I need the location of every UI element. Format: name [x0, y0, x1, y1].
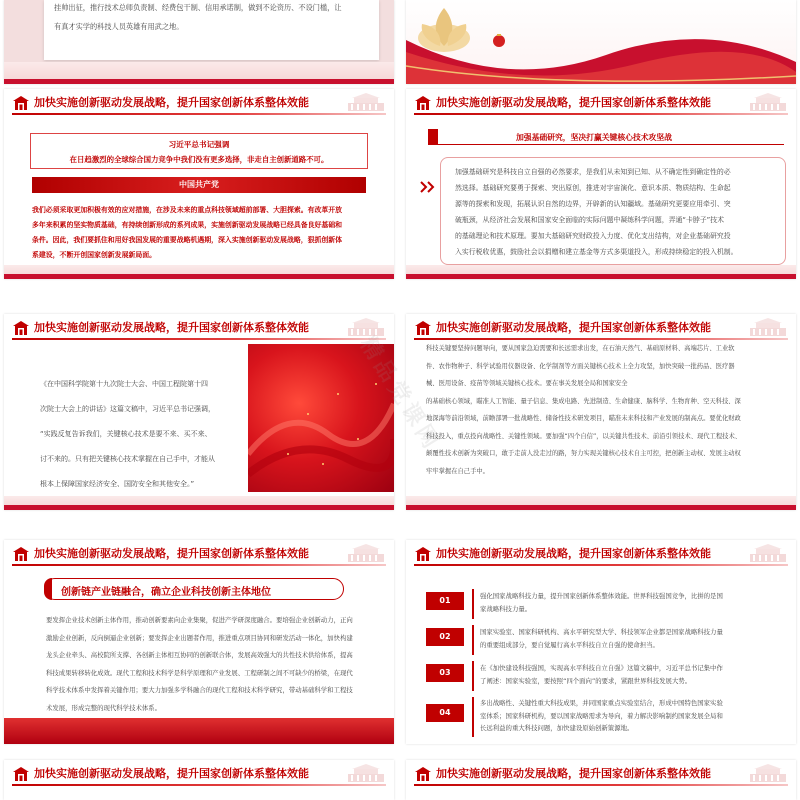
bottom-red-band: [4, 718, 394, 744]
item-line: 强化国家战略科技力量，提升国家创新体系整体效能。世界科技强国竞争，比拼的是国: [480, 592, 723, 600]
item-line: 了阐述：国家实验室，要按照“四个面向”的要求，紧跟世界科技发展大势。: [480, 677, 692, 685]
item-number: 02: [426, 628, 464, 646]
slide-9[interactable]: [406, 760, 796, 800]
item-divider: [472, 697, 474, 737]
bottom-band: [4, 265, 394, 279]
list-item: [426, 700, 788, 740]
slide-header: [406, 314, 796, 340]
slide-header: [406, 89, 796, 115]
header-underline: [12, 784, 386, 786]
item-line: 在《加快建设科技强国，实现高水平科技自立自强》这篇文稿中，习近平总书记集中作: [480, 664, 723, 672]
topic-tab: [428, 129, 784, 145]
header-underline: [414, 784, 788, 786]
slide-1[interactable]: [406, 0, 796, 84]
body-line: 入实行税收优惠，鼓励社会以捐赠和建立基金等方式多渠道投入，形成持续稳定的投入机制。: [455, 248, 738, 256]
bottom-band: [406, 496, 796, 510]
building-icon: [346, 544, 386, 562]
item-line: 的重要组成部分，要自觉履行高水平科技自立自强的使命担当。: [480, 641, 659, 649]
list-item: [426, 592, 788, 622]
slide-header: [4, 314, 394, 340]
speech-line: “实践反复告诉我们，关键核心技术是要不来、买不来、: [40, 430, 212, 438]
body-line: 源等的探索和发现，拓展认识自然的边界，开辟新的认知疆域。基础研究更要应用牵引、突: [455, 200, 731, 208]
watermark: 精品党课网: [354, 332, 445, 457]
header-underline: [414, 113, 788, 115]
body-line: 的基础核心领域，瞄准人工智能、量子信息、集成电路、先进制造、生命健康、脑科学、生物育种、空天科技、深: [426, 397, 741, 405]
body-line: 龙头企业牵头、高校院所支撑、各创新主体相互协同的创新联合体，发展高效强大的共性技术供给体系，提高: [46, 651, 353, 659]
body-line: 然选择。基础研究要勇于探索、突出原创，推进对宇宙演化、意识本质、物质结构、生命起: [455, 184, 731, 192]
body-text: [46, 612, 353, 717]
body-line: 加强基础研究是科技自立自强的必然要求，是我们从未知到已知、从不确定性到确定性的必: [455, 168, 731, 176]
body-line: 科技投入，重点投向战略性、关键性领域。要加强“四个自信”，以关键共性技术、前沿引领技术、现代工程技术、: [426, 432, 742, 440]
item-line: 多出战略性、关键性重大科技成果，并同国家重点实验室结合，形成中国特色国家实验: [480, 699, 723, 707]
slide-4[interactable]: [4, 314, 394, 510]
party-emblem-icon: [414, 766, 432, 782]
text-line: 有真才实学的科技人员英雄有用武之地。: [54, 22, 184, 31]
body-line: 系建设，不断开创国家创新发展新局面。: [32, 251, 157, 259]
slide-title: 加快实施创新驱动发展战略，提升国家创新体系整体效能: [34, 96, 309, 109]
party-emblem-icon: [12, 766, 30, 782]
slide-header: [406, 540, 796, 566]
list-item: [426, 664, 788, 694]
slide-title: 加快实施创新驱动发展战略，提升国家创新体系整体效能: [436, 767, 711, 780]
item-number: 01: [426, 592, 464, 610]
item-line: 室体系；国家科研机构，要以国家战略需求为导向，着力解决影响制约国家发展全局和: [480, 711, 723, 720]
section-heading: 创新链产业链融合，确立企业科技创新主体地位: [61, 587, 271, 598]
text-line: 挂帅出征，推行技术总师负责制、经费包干制、信用承诺制，做到不论资历、不设门槛，让: [54, 3, 342, 12]
header-underline: [414, 564, 788, 566]
body-line: 颠覆性技术创新为突破口，敢于走前人没走过的路，努力实现关键核心技术自主可控，把创新主动权、发展主动权: [426, 450, 741, 457]
body-line: 件、农作物种子、科学试验用仪器设备、化学制剂等方面关键核心技术上全力攻坚，加快突破一批药品、医疗器: [426, 362, 735, 370]
slide-title: 加快实施创新驱动发展战略，提升国家创新体系整体效能: [436, 96, 711, 109]
party-banner: 中国共产党: [32, 177, 366, 193]
slide-header: [4, 89, 394, 115]
slide-3[interactable]: [406, 89, 796, 279]
header-underline: [12, 564, 386, 566]
slide-2[interactable]: [4, 89, 394, 279]
building-icon: [346, 764, 386, 782]
party-emblem-icon: [12, 546, 30, 562]
slide-6[interactable]: [4, 540, 394, 744]
tab-marker: [428, 129, 438, 145]
body-line: 破瓶颈，从经济社会发展和国家安全面临的实际问题中凝练科学问题，弄通“卡脖子”技术: [455, 216, 724, 224]
item-divider: [472, 661, 474, 691]
item-line: 家战略科技力量。: [480, 605, 532, 613]
bottom-band: [406, 265, 796, 279]
body-line: 多年来积累的坚实物质基础，有持续创新形成的系列成果，实施创新驱动发展战略已经具备良好基础和: [32, 221, 343, 229]
slide-8[interactable]: [4, 760, 394, 800]
silk-wave-decoration: [248, 344, 394, 492]
speech-line: 讨不来的。只有把关键核心技术掌握在自己手中，才能从: [40, 455, 215, 463]
lantern-icon: [492, 34, 506, 48]
body-line: 术发展，形成完整的现代科学技术体系。: [46, 703, 162, 712]
body-line: 地深海等前沿领域，前瞻部署一批战略性、储备性技术研发项目，瞄准未来科技和产业发展的制高点。要优化财政: [426, 415, 741, 422]
text-card: [44, 0, 379, 60]
building-icon: [748, 764, 788, 782]
building-icon: [748, 544, 788, 562]
slide-header: [4, 540, 394, 566]
double-chevron-icon: [420, 181, 440, 193]
body-line: 科技关键要坚持问题导向，要从国家急迫需要和长远需求出发，在石油天然气、基础原材料、高端芯片、工业软: [426, 345, 735, 352]
quote-box: [30, 133, 368, 169]
slide-title: 加快实施创新驱动发展战略，提升国家创新体系整体效能: [34, 547, 309, 560]
item-divider: [472, 625, 474, 655]
bottom-band: [4, 496, 394, 510]
tab-title: 加强基础研究，坚决打赢关键核心技术攻坚战: [516, 133, 672, 142]
item-line: 国家实验室、国家科研机构、高水平研究型大学、科技领军企业都是国家战略科技力量: [480, 628, 723, 636]
party-emblem-icon: [12, 320, 30, 336]
party-emblem-icon: [414, 546, 432, 562]
lotus-icon: [410, 0, 480, 70]
body-line: 条件。因此，我们要抓住和用好我国发展的重要战略机遇期，深入实施创新驱动发展战略，狠抓创新体: [32, 236, 343, 244]
building-icon: [748, 93, 788, 111]
slide-title: 加快实施创新驱动发展战略，提升国家创新体系整体效能: [436, 547, 711, 560]
red-silk-image: [248, 344, 394, 492]
party-emblem-icon: [414, 320, 432, 336]
quote-heading: 习近平总书记强调: [168, 140, 230, 149]
item-divider: [472, 589, 474, 619]
body-line: 科技成果转移转化成效。现代工程和技术科学是科学原理和产业发展、工程研制之间不可缺少的桥梁，在现代: [46, 668, 353, 677]
body-line: 激励企业创新，反向倒逼企业创新；要发挥企业出题者作用，推进重点项目协同和研发活动一体化，加快构建: [46, 633, 353, 642]
slide-header: [406, 760, 796, 786]
slide-7[interactable]: [406, 540, 796, 744]
body-card: [440, 157, 786, 265]
body-line: 我们必须采取更加积极有效的应对措施，在涉及未来的重点科技领域超前部署、大胆探索。有改革开放: [32, 206, 343, 214]
section-heading-pill: [44, 578, 344, 600]
body-line: 科学技术体系中发挥着关键作用；要大力加强多学科融合的现代工程和技术科学研究，带动基础科学和工程技: [46, 686, 353, 694]
body-line: 的基础理论和技术原理。要加大基础研究财政投入力度、优化支出结构，对企业基础研究投: [455, 232, 731, 240]
item-line: 长远利益的重大科技问题，加快建设原始创新策源地。: [480, 724, 634, 732]
header-underline: [12, 338, 386, 340]
body-text: [426, 340, 741, 480]
body-line: 牢牢掌握在自己手中。: [426, 467, 489, 475]
building-icon: [748, 318, 788, 336]
body-text: [32, 203, 368, 263]
slide-5[interactable]: [406, 314, 796, 510]
quote-text: 在日趋激烈的全球综合国力竞争中我们没有更多选择，非走自主创新道路不可。: [69, 155, 329, 164]
speech-line: 《在中国科学院第十九次院士大会、中国工程院第十四: [40, 380, 208, 388]
speech-line: 根本上保障国家经济安全、国防安全和其他安全。”: [40, 480, 195, 488]
building-icon: [346, 318, 386, 336]
item-number: 03: [426, 664, 464, 682]
party-emblem-icon: [414, 95, 432, 111]
list-item: [426, 628, 788, 658]
item-number: 04: [426, 704, 464, 722]
slide-0[interactable]: [4, 0, 394, 84]
body-line: 械、医用设备、疫苗等领域关键核心技术。要在事关发展全局和国家安全: [426, 380, 628, 387]
speech-line: 次院士大会上的讲话》这篇文稿中，习近平总书记强调，: [40, 405, 215, 413]
body-line: 要发挥企业技术创新主体作用，推动创新要素向企业集聚，促进产学研深度融合。要培强企业创新动力，正向: [46, 616, 353, 624]
slide-title: 加快实施创新驱动发展战略，提升国家创新体系整体效能: [34, 321, 309, 334]
slide-header: [4, 760, 394, 786]
speech-text: [40, 372, 250, 497]
bottom-band: [4, 62, 394, 84]
slide-title: 加快实施创新驱动发展战略，提升国家创新体系整体效能: [436, 321, 711, 334]
slide-title: 加快实施创新驱动发展战略，提升国家创新体系整体效能: [34, 767, 309, 780]
building-icon: [346, 93, 386, 111]
header-underline: [12, 113, 386, 115]
party-emblem-icon: [12, 95, 30, 111]
heading-accent: [44, 578, 52, 600]
